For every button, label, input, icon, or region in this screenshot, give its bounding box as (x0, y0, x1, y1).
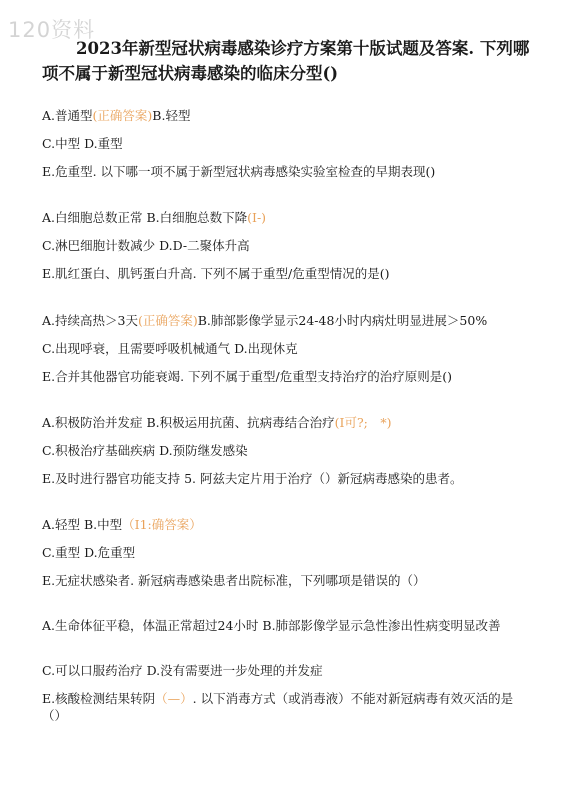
line-text: A.积极防治并发症 B.积极运用抗菌、抗病毒结合治疗 (42, 415, 335, 430)
answer-line (42, 368, 530, 385)
line-text: E.肌红蛋白、肌钙蛋白升高. 下列不属于重型/危重型情况的是() (42, 266, 390, 281)
line-text: B.轻型 (152, 108, 191, 123)
answer-line (42, 312, 530, 329)
answer-line (42, 617, 530, 634)
answer-mark: (正确答案) (137, 313, 198, 328)
answer-line (42, 163, 530, 180)
line-text: E.核酸检测结果转阴 (42, 691, 156, 706)
line-text: C.出现呼衰，且需要呼吸机械通气 D.出现休克 (42, 341, 298, 356)
line-text: E.无症状感染者. 新冠病毒感染患者出院标准，下列哪项是错误的（） (42, 573, 426, 588)
answer-mark: (正确答案) (92, 108, 153, 123)
line-text: E.危重型. 以下哪一项不属于新型冠状病毒感染实验室检查的早期表现() (42, 164, 436, 179)
answer-line (42, 414, 530, 431)
answer-mark: （I1:确答案） (122, 517, 202, 532)
line-text: A.生命体征平稳，体温正常超过24小时 B.肺部影像学显示急性渗出性病变明显改善 (42, 618, 501, 633)
line-text: E.及时进行器官功能支持 5. 阿兹夫定片用于治疗（）新冠病毒感染的患者。 (42, 471, 463, 486)
answer-line (42, 544, 530, 561)
answer-line (42, 516, 530, 533)
line-text: A.白细胞总数正常 B.白细胞总数下降 (42, 210, 248, 225)
line-text: B.肺部影像学显示24-48小时内病灶明显进展＞50% (197, 313, 488, 328)
line-text: C.重型 D.危重型 (42, 545, 136, 560)
document-title: 2023年新型冠状病毒感染诊疗方案第十版试题及答案. 下列哪项不属于新型冠状病毒感染的临床分型() (42, 39, 530, 83)
answer-line (42, 107, 530, 124)
answer-line (42, 442, 530, 459)
answer-line (42, 662, 530, 679)
line-text: C.可以口服药治疗 D.没有需要进一步处理的并发症 (42, 663, 323, 678)
answer-line (42, 470, 530, 487)
answer-line (42, 690, 530, 724)
answer-line (42, 265, 530, 282)
line-text: . 以下消毒方式（或消毒液）不能对新冠病毒有效灭活的是（） (42, 691, 514, 723)
watermark-logo: 120资料 (8, 18, 96, 42)
answer-line (42, 237, 530, 254)
answer-line (42, 572, 530, 589)
answer-mark: （—） (155, 691, 193, 706)
answer-mark: (I可?; *) (334, 415, 392, 430)
answer-line (42, 340, 530, 357)
answer-line (42, 209, 530, 226)
line-text: C.积极治疗基础疾病 D.预防继发感染 (42, 443, 248, 458)
answer-line (42, 135, 530, 152)
line-text: A.普通型 (42, 108, 93, 123)
line-text: A.持续高热＞3天 (42, 313, 138, 328)
line-text: A.轻型 B.中型 (42, 517, 123, 532)
answer-mark: (I-) (247, 210, 267, 225)
line-text: C.淋巴细胞计数减少 D.D-二聚体升高 (42, 238, 250, 253)
line-text: C.中型 D.重型 (42, 136, 123, 151)
line-text: E.合并其他器官功能衰竭. 下列不属于重型/危重型支持治疗的治疗原则是() (42, 369, 453, 384)
